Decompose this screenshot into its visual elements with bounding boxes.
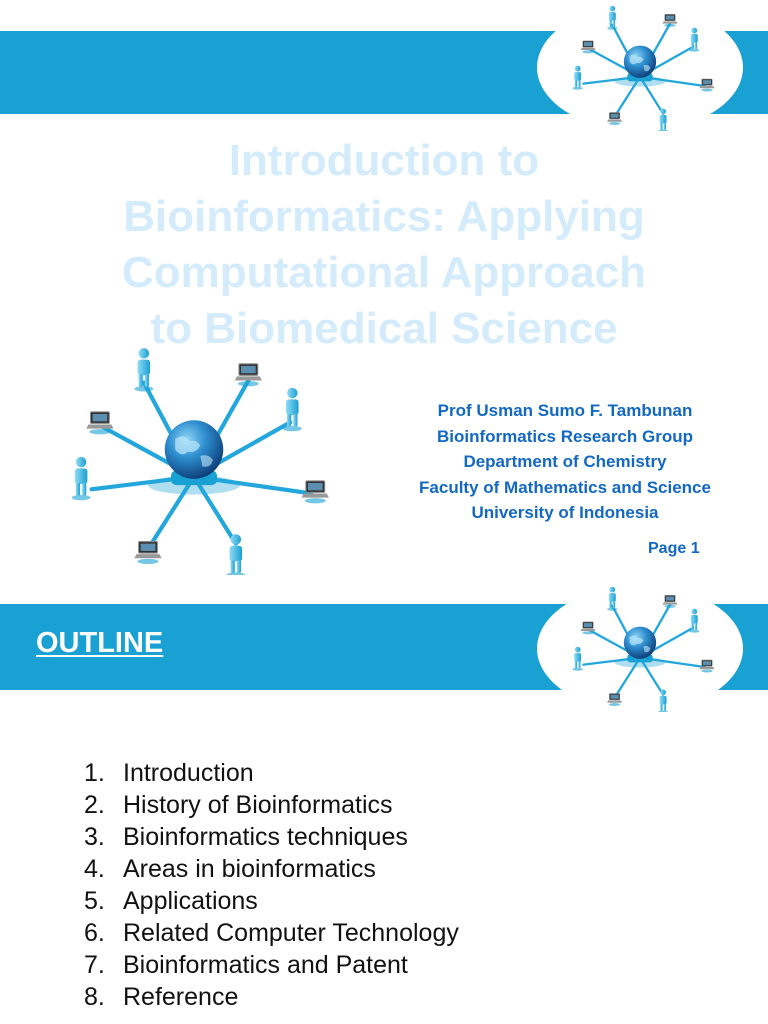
author-faculty: Faculty of Mathematics and Science [419,477,711,497]
author-university: University of Indonesia [471,503,659,522]
author-name: Prof Usman Sumo F. Tambunan [437,401,693,420]
author-info [360,398,768,526]
author-department: Department of Chemistry [463,452,667,471]
globe-network-icon [537,4,743,131]
list-item-label: Introduction [123,759,254,787]
outline-heading: OUTLINE [36,627,164,659]
title-line-4: to Biomedical Science [150,304,618,353]
list-item-label: Areas in bioinformatics [123,855,376,883]
list-item: 6. Related Computer Technology [84,919,459,947]
list-item-label: Reference [123,983,239,1011]
list-item-label: Bioinformatics and Patent [123,951,408,979]
globe-network-icon [35,345,353,575]
list-item: 8. Reference [84,983,239,1011]
list-item: 5. Applications [84,887,258,915]
list-item-label: Bioinformatics techniques [123,823,408,851]
slide-title [20,133,748,357]
list-item: 7. Bioinformatics and Patent [84,951,408,979]
list-item-label: History of Bioinformatics [123,791,393,819]
network-illustration [35,345,353,575]
author-group: Bioinformatics Research Group [436,426,693,446]
globe-network-icon [537,585,743,712]
list-item-label: Applications [123,887,258,915]
page-number: Page 1 [648,540,700,557]
outline-slide [0,585,768,1024]
list-item: 2. History of Bioinformatics [84,791,393,819]
title-line-1: Introduction to [228,136,540,185]
header-network-oval [537,585,743,712]
title-line-2: Bioinformatics: Applying [123,192,645,241]
list-item: 3. Bioinformatics techniques [84,823,408,851]
list-item: 1. Introduction [84,759,254,787]
title-line-3: Computational Approach [122,248,646,297]
list-item: 4. Areas in bioinformatics [84,855,376,883]
outline-list [84,757,459,1013]
header-network-oval [537,4,743,131]
list-item-label: Related Computer Technology [123,919,459,947]
